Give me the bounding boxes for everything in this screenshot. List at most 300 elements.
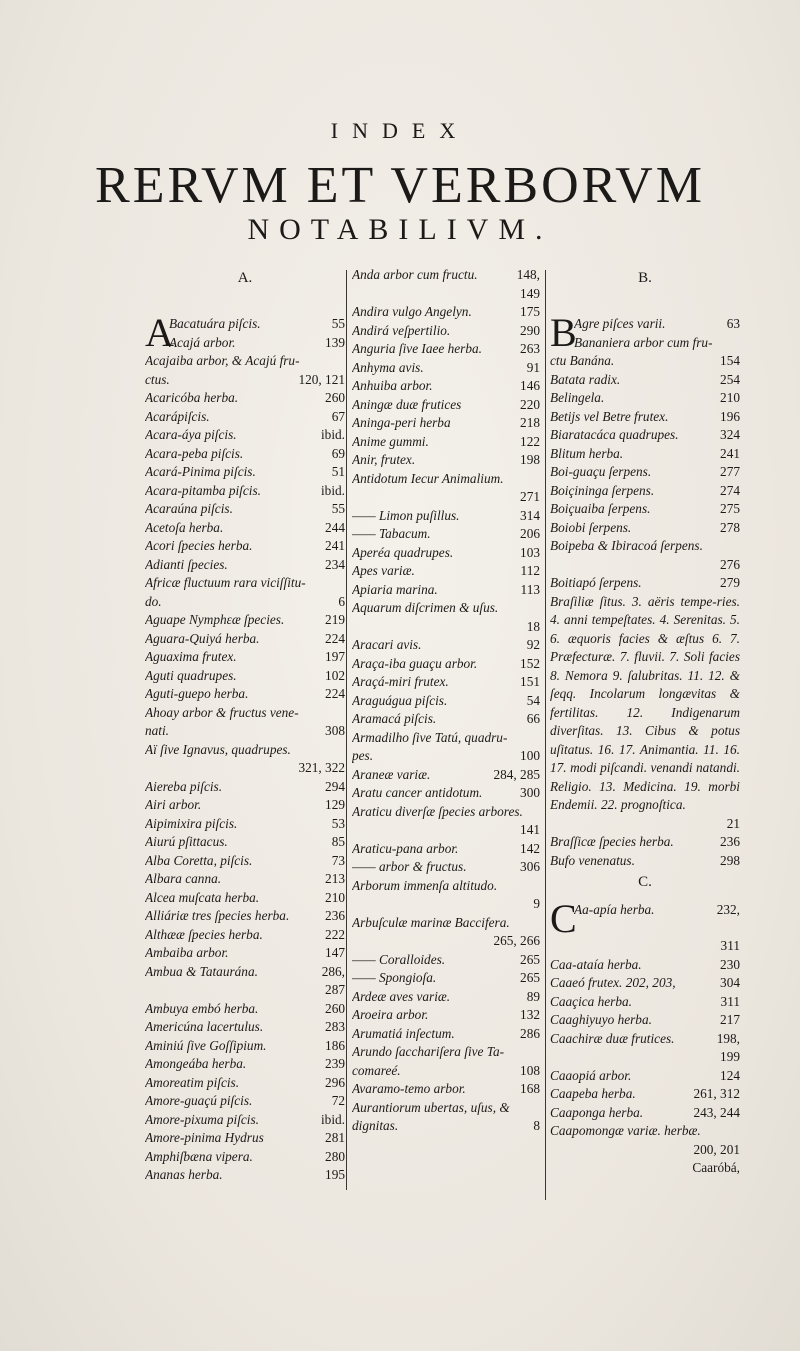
entry-term: dignitas. — [352, 1118, 399, 1133]
entry-page: 236 — [325, 908, 345, 923]
entry-page: 276 — [720, 556, 740, 572]
entry-page: 286, — [321, 963, 345, 979]
index-entry — [550, 1067, 740, 1086]
entry-term: Caapomongæ variæ. herbæ. — [550, 1123, 701, 1138]
index-entry — [550, 426, 740, 445]
entry-page: 198, — [716, 1030, 740, 1046]
index-entry — [145, 482, 345, 501]
entry-term: Alba Coretta, piſcis. — [145, 852, 253, 868]
entry-page: 8 — [533, 1118, 540, 1133]
entry-term: Caapeba herba. — [550, 1086, 636, 1101]
entry-page: 281 — [325, 1130, 345, 1145]
entry-page: 271 — [520, 489, 540, 504]
entry-list-3c — [550, 937, 740, 1178]
index-entry — [550, 1085, 740, 1104]
index-entry — [352, 451, 540, 470]
entry-term: Biaratacáca quadrupes. — [550, 427, 679, 442]
entry-page: 308 — [325, 723, 345, 738]
entry-page: 154 — [720, 353, 740, 368]
index-entry — [550, 852, 740, 871]
entry-term: Acarápiſcis. — [145, 408, 210, 424]
entry-page: 124 — [720, 1067, 740, 1083]
index-entry — [550, 1141, 740, 1160]
entry-page: 236 — [720, 834, 740, 849]
entry-page: 199 — [720, 1049, 740, 1064]
entry-page: 54 — [526, 692, 540, 708]
entry-term: Aguti quadrupes. — [145, 667, 237, 683]
entry-term: nati. — [145, 723, 170, 738]
entry-term: Arundo ſacchariſera ſive Ta- — [352, 1044, 505, 1059]
entry-page: 311 — [720, 993, 740, 1009]
entry-term: Bufo venenatus. — [550, 852, 635, 868]
entry-term: Acara-peba piſcis. — [145, 445, 244, 461]
entry-page: 261, 312 — [693, 1086, 740, 1101]
entry-term: Aiereba piſcis. — [145, 778, 223, 794]
entry-page: ibid. — [320, 482, 345, 498]
entry-page: 152 — [520, 655, 540, 671]
index-entry — [145, 463, 345, 482]
index-column-1 — [145, 266, 345, 1185]
entry-page: 321, 322 — [298, 760, 345, 775]
index-entry — [550, 408, 740, 427]
index-entry — [145, 352, 345, 371]
entry-page: 265, 266 — [493, 933, 540, 948]
entry-page: 275 — [720, 501, 740, 516]
entry-page: 85 — [331, 834, 345, 849]
entry-term: Acará-Pinima piſcis. — [145, 464, 256, 479]
index-entry — [352, 507, 540, 526]
entry-page: ibid. — [320, 427, 345, 442]
index-entry — [145, 685, 345, 704]
entry-page: 73 — [331, 852, 345, 868]
entry-page: 218 — [520, 415, 540, 430]
entry-term: Aguti-guepo herba. — [145, 686, 249, 701]
index-entry — [352, 359, 540, 378]
index-entry — [550, 1122, 740, 1141]
index-entry — [352, 766, 540, 785]
index-entry — [352, 562, 540, 581]
index-entry — [550, 1048, 740, 1067]
entry-term: Anir, frutex. — [352, 452, 416, 467]
entry-page: 6 — [338, 593, 345, 609]
entry-term: Apiaria marina. — [352, 581, 438, 597]
entry-term: Africæ fluctuum rara viciſſitu- — [145, 575, 306, 590]
column-divider-1 — [346, 270, 347, 1190]
entry-term: Ambua & Tataurána. — [145, 963, 258, 979]
entry-page: 149 — [520, 285, 540, 301]
entry-page: 230 — [720, 956, 740, 972]
entry-page: 66 — [526, 711, 540, 726]
index-entry — [145, 1111, 345, 1130]
entry-page: 220 — [520, 396, 540, 412]
entry-page: 241 — [720, 445, 740, 461]
index-entry — [145, 722, 345, 741]
entry-term: Batata radix. — [550, 371, 621, 387]
index-entry — [145, 926, 345, 945]
entry-page: 18 — [526, 618, 540, 634]
entry-page: 244 — [325, 519, 345, 535]
entry-term: Aratu cancer antidotum. — [352, 785, 483, 800]
entry-page: 69 — [331, 445, 345, 461]
entry-page: 53 — [331, 815, 345, 831]
entry-term: Alcea muſcata herba. — [145, 889, 260, 905]
index-entry — [145, 944, 345, 963]
entry-page: 222 — [325, 926, 345, 942]
entry-term: Acetoſa herba. — [145, 519, 224, 535]
index-entry — [145, 371, 345, 390]
entry-page: 146 — [520, 378, 540, 393]
entry-term: Andira vulgo Angelyn. — [352, 304, 472, 319]
entry-page: 279 — [720, 575, 740, 590]
index-entry: Bacatuára piſcis. 55 — [169, 316, 345, 331]
entry-term: Araneæ variæ. — [352, 766, 431, 782]
entry-page: 51 — [331, 464, 345, 479]
entry-page: 112 — [520, 563, 540, 578]
index-entry — [145, 1037, 345, 1056]
index-entry — [550, 482, 740, 501]
entry-page: 224 — [325, 630, 345, 646]
index-entry — [352, 1099, 540, 1118]
entry-term: Araticu-pana arbor. — [352, 840, 459, 856]
index-entry — [352, 266, 540, 285]
index-entry — [352, 969, 540, 988]
entry-term: Boiobi ſerpens. — [550, 519, 632, 535]
index-entry — [145, 574, 345, 593]
drop-cap-a: A — [145, 310, 174, 355]
entry-page: 217 — [720, 1012, 740, 1027]
index-entry — [352, 396, 540, 415]
entry-term: Amoreatim piſcis. — [145, 1074, 240, 1090]
index-entry — [145, 648, 345, 667]
entry-page: 298 — [720, 852, 740, 868]
index-column-3 — [550, 266, 740, 1178]
index-entry — [352, 988, 540, 1007]
index-entry — [550, 937, 740, 956]
index-entry — [145, 981, 345, 1000]
index-entry — [145, 537, 345, 556]
entry-page: 263 — [520, 341, 540, 356]
index-entry — [145, 870, 345, 889]
section-letter-c: C. — [638, 874, 652, 890]
index-entry — [550, 1011, 740, 1030]
brasilia-page: 21 — [726, 815, 740, 831]
index-entry — [550, 1159, 740, 1178]
index-entry — [145, 852, 345, 871]
entry-page: 290 — [520, 322, 540, 338]
index-entry — [145, 907, 345, 926]
index-entry — [145, 815, 345, 834]
entry-term: Boi-guaçu ſerpens. — [550, 464, 652, 479]
index-entry — [352, 1043, 540, 1062]
entry-term: do. — [145, 593, 162, 609]
entry-term: Belingela. — [550, 390, 605, 405]
entry-page: 278 — [720, 519, 740, 535]
entry-term: Betijs vel Betre frutex. — [550, 408, 669, 424]
entry-page: 284, 285 — [493, 766, 540, 782]
index-entry — [352, 433, 540, 452]
entry-term: Blitum herba. — [550, 445, 624, 461]
drop-cap-entry — [550, 310, 740, 355]
entry-page: 9 — [533, 896, 540, 911]
entry-term: —— Limon puſillus. — [352, 507, 460, 523]
index-entry — [352, 710, 540, 729]
entry-page: Caaróbá, — [692, 1160, 740, 1175]
entry-term: Arbuſculæ marinæ Baccifera. — [352, 914, 510, 930]
index-entry — [145, 1074, 345, 1093]
entry-term: Antidotum Iecur Animalium. — [352, 470, 504, 486]
index-entry — [145, 833, 345, 852]
index-entry — [352, 821, 540, 840]
entry-term: Ardeæ aves variæ. — [352, 988, 451, 1004]
entry-term: Aracari avis. — [352, 637, 422, 652]
subtitle-heading: NOTABILIVM. — [247, 213, 553, 246]
entry-term: Anime gummi. — [352, 433, 429, 449]
index-entry — [550, 519, 740, 538]
entry-page: 239 — [325, 1056, 345, 1071]
entry-term: —— Coralloides. — [352, 951, 446, 967]
index-entry — [352, 877, 540, 896]
entry-term: —— arbor & fructus. — [352, 859, 467, 874]
entry-page: 186 — [325, 1037, 345, 1053]
index-entry — [145, 389, 345, 408]
index-entry — [145, 1166, 345, 1185]
index-entry — [145, 1129, 345, 1148]
entry-page: 120, 121 — [298, 371, 345, 387]
index-entry — [352, 840, 540, 859]
entry-page: 210 — [720, 390, 740, 405]
entry-page: 219 — [325, 612, 345, 627]
entry-term: Acara-pitamba piſcis. — [145, 482, 261, 498]
entry-page: 103 — [520, 544, 540, 560]
index-entry — [352, 322, 540, 341]
entry-term: Anhyma avis. — [352, 359, 424, 375]
index-entry — [352, 1062, 540, 1081]
index-entry — [145, 667, 345, 686]
entry-term: Boiçininga ſerpens. — [550, 482, 655, 498]
entry-page: 197 — [325, 649, 345, 664]
entry-term: Anguria ſive Iaee herba. — [352, 341, 482, 356]
entry-page: 280 — [325, 1148, 345, 1164]
entry-term: Aminiú ſive Goſſipium. — [145, 1037, 267, 1053]
entry-page: 277 — [720, 464, 740, 479]
entry-term: Aperéa quadrupes. — [352, 544, 454, 560]
drop-cap-entry — [145, 310, 345, 355]
index-entry — [550, 463, 740, 482]
index-entry — [352, 636, 540, 655]
entry-page: 210 — [325, 889, 345, 905]
column-divider-2 — [545, 270, 546, 1200]
entry-term: Amphiſbæna vipera. — [145, 1148, 253, 1164]
entry-page: 287 — [325, 982, 345, 997]
entry-term: Boiçuaiba ſerpens. — [550, 501, 651, 516]
entry-term: Aguara-Quiyá herba. — [145, 630, 260, 646]
entry-term: Braſſicæ ſpecies herba. — [550, 834, 674, 849]
entry-term: Arborum immenſa altitudo. — [352, 877, 498, 893]
entry-term: Acajaiba arbor, & Acajú fru- — [145, 353, 300, 368]
entry-page: 196 — [720, 408, 740, 424]
entry-page: 265 — [520, 951, 540, 967]
index-entry — [550, 445, 740, 464]
index-entry — [145, 889, 345, 908]
entry-term: Boipeba & Ibiracoá ſerpens. — [550, 538, 703, 553]
drop-cap-entry — [550, 896, 740, 941]
index-entry — [352, 895, 540, 914]
entry-page: 91 — [526, 359, 540, 375]
index-entry — [352, 1006, 540, 1025]
index-entry — [550, 574, 740, 593]
index-entry — [352, 544, 540, 563]
index-entry — [145, 1092, 345, 1111]
entry-term: Ahoay arbor & fructus vene- — [145, 704, 299, 720]
entry-term: Aguape Nymphεæ ſpecies. — [145, 612, 285, 627]
index-entry: Bananiera arbor cum fru- — [574, 334, 713, 350]
entry-page: 132 — [520, 1007, 540, 1022]
entry-page: 206 — [520, 526, 540, 541]
entry-term: Amore-pinima Hydrus — [145, 1130, 264, 1145]
entry-page: 283 — [325, 1019, 345, 1034]
entry-term: Caaponga herba. — [550, 1104, 644, 1120]
index-entry: Agre piſces varii. 63 — [574, 316, 740, 331]
entry-term: Amore-pixuma piſcis. — [145, 1111, 259, 1127]
entry-term: Althææ ſpecies herba. — [145, 926, 263, 942]
index-entry — [352, 488, 540, 507]
index-entry — [352, 784, 540, 803]
entry-page: 100 — [520, 748, 540, 763]
index-entry: Acajá arbor. 139 — [169, 334, 345, 350]
entry-term: Caa-ataía herba. — [550, 956, 642, 972]
drop-cap-b: B — [550, 310, 577, 355]
index-entry — [145, 1000, 345, 1019]
entry-page: 168 — [520, 1081, 540, 1096]
entry-page: 67 — [331, 408, 345, 424]
section-letter-a: A. — [237, 270, 253, 286]
index-entry — [550, 974, 740, 993]
entry-page: 243, 244 — [693, 1104, 740, 1120]
entry-term: Airi arbor. — [145, 797, 202, 812]
entry-page: 175 — [520, 304, 540, 319]
index-entry — [145, 759, 345, 778]
index-entry — [550, 956, 740, 975]
entry-term: Avaramo-temo arbor. — [352, 1081, 466, 1096]
entry-page: 148, — [516, 267, 540, 282]
index-entry — [145, 445, 345, 464]
index-entry — [145, 1018, 345, 1037]
entry-term: Aipimixira piſcis. — [145, 815, 238, 831]
entry-term: ctu Banána. — [550, 353, 615, 368]
entry-page: ibid. — [320, 1111, 345, 1127]
index-entry — [352, 803, 540, 822]
index-entry — [352, 1117, 540, 1136]
entry-page: 314 — [520, 507, 540, 523]
entry-term: Arumatiá inſectum. — [352, 1025, 455, 1041]
index-entry — [550, 556, 740, 575]
index-entry — [145, 630, 345, 649]
entry-term: Andirá veſpertilio. — [352, 322, 451, 338]
entry-page: 102 — [325, 667, 345, 683]
entry-page: 195 — [325, 1167, 345, 1182]
index-entry — [550, 352, 740, 371]
entry-term: Aquarum diſcrimen & uſus. — [352, 600, 499, 615]
entry-page: 234 — [325, 556, 345, 572]
entry-term: —— Tabacum. — [352, 526, 431, 541]
entry-term: Aramacá piſcis. — [352, 711, 437, 726]
entry-page: 108 — [520, 1062, 540, 1078]
entry-term: Ananas herba. — [145, 1167, 223, 1182]
entry-term: Aguaxima frutex. — [145, 649, 237, 664]
entry-term: Acaraúna piſcis. — [145, 501, 233, 516]
title-heading: RERVM ET VERBORVM — [95, 157, 705, 214]
brasilia-entry: Braſiliæ ſitus. 3. aëris tempe-ries. 4. anni tempeſtates. 4. Serenitas. 5. 6. æquoris facies & æſtus 6. 7. Præfecturæ. 7. fluvii. 7. Soli facies 8. Nemora 9. ſalubritas. 11. 12. & ſeqq. Incolarum longævitas & fertilitas. 12. Indigenarum diverſitas. 13. Cibus & potus uſitatus. 16. 17. Animantia. 11. 16. 17. modi piſcandi. venandi natandi. Religio. 13. Medicina. 19. morbi Endemii. 22. prognoſtica. — [550, 593, 740, 812]
entry-term: Acara-áya piſcis. — [145, 427, 237, 442]
entry-term: Aroeira arbor. — [352, 1007, 429, 1022]
entry-term: Albara canna. — [145, 871, 222, 886]
index-entry — [145, 593, 345, 612]
index-entry — [352, 470, 540, 489]
entry-term: Aurantiorum ubertas, uſus, & — [352, 1099, 510, 1115]
index-entry — [352, 599, 540, 618]
index-entry — [145, 500, 345, 519]
entry-term: Armadilho ſive Tatú, quadru- — [352, 729, 508, 745]
entry-term: Adianti ſpecies. — [145, 556, 228, 572]
entry-term: Amongeába herba. — [145, 1056, 247, 1071]
index-entry — [145, 963, 345, 982]
entry-term: Caachiræ duæ frutices. — [550, 1030, 675, 1046]
entry-page: 260 — [325, 390, 345, 405]
index-entry — [145, 778, 345, 797]
entry-list-1 — [145, 352, 345, 1185]
entry-list-3 — [550, 352, 740, 593]
entry-term: Caaçica herba. — [550, 993, 632, 1009]
entry-term: Araguágua piſcis. — [352, 692, 448, 708]
entry-page: 213 — [325, 871, 345, 886]
entry-term: Caaeó frutex. 202, 203, — [550, 975, 676, 990]
index-entry — [352, 692, 540, 711]
entry-term: Alliáriæ tres ſpecies herba. — [145, 908, 290, 923]
entry-term: Araticu diverſæ ſpecies arbores. — [352, 803, 523, 819]
entry-term: Apes variæ. — [352, 563, 415, 578]
entry-term: Araçá-miri frutex. — [352, 674, 449, 689]
index-entry — [550, 371, 740, 390]
index-entry — [352, 914, 540, 933]
index-entry — [550, 833, 740, 852]
entry-page: 151 — [520, 674, 540, 689]
entry-term: Ambaiba arbor. — [145, 945, 229, 960]
entry-term: Aiurú pſittacus. — [145, 834, 228, 849]
entry-page: 200, 201 — [693, 1141, 740, 1157]
entry-page: 296 — [325, 1074, 345, 1090]
entry-page: 113 — [520, 581, 540, 597]
index-entry — [352, 303, 540, 322]
entry-term: ctus. — [145, 371, 170, 387]
index-entry — [352, 858, 540, 877]
index-entry — [145, 426, 345, 445]
entry-page: 129 — [325, 797, 345, 812]
section-letter-b: B. — [638, 270, 652, 286]
index-entry — [352, 618, 540, 637]
entry-page: 122 — [520, 433, 540, 449]
index-entry — [352, 525, 540, 544]
index-entry — [550, 1104, 740, 1123]
index-entry — [145, 704, 345, 723]
index-entry — [352, 729, 540, 748]
index-heading: INDEX — [330, 118, 470, 143]
index-entry — [145, 796, 345, 815]
entry-page: 141 — [520, 822, 540, 837]
index-entry — [352, 932, 540, 951]
entry-page: 324 — [720, 427, 740, 442]
entry-page: 55 — [331, 501, 345, 516]
entry-page: 224 — [325, 686, 345, 701]
